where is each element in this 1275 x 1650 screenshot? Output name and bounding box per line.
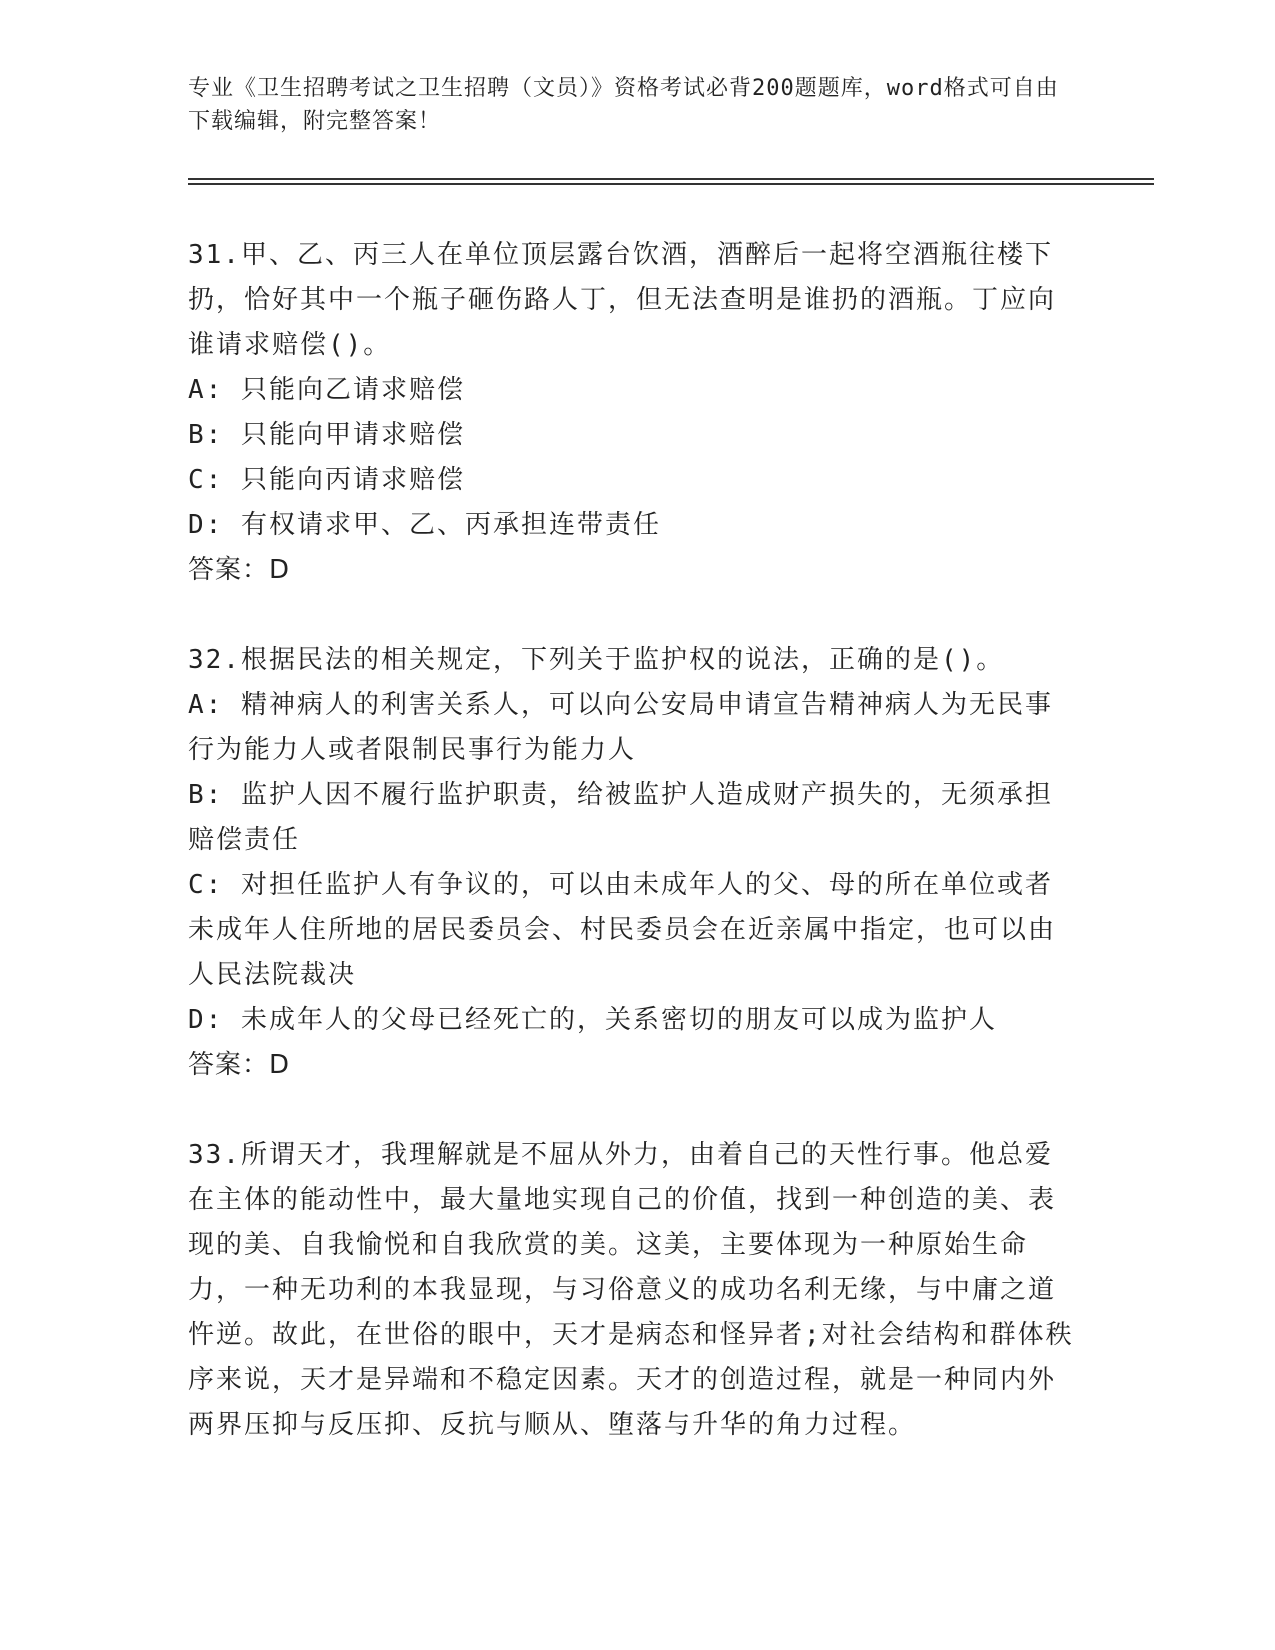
- question-stem: 33.所谓天才，我理解就是不屈从外力，由着自己的天性行事。他总爱在主体的能动性中，最大量地实现自己的价值，找到一种创造的美、表现的美、自我愉悦和自我欣赏的美。这美，主要体现为一种原始生命力，一种无功利的本我显现，与习俗意义的成功名利无缘，与中庸之道忤逆。故此，在世俗的眼中，天才是病态和怪异者;对社会结构和群体秩序来说，天才是异端和不稳定因素。天才的创造过程，就是一种同内外两界压抑与反压抑、反抗与顺从、堕落与升华的角力过程。: [188, 1140, 1074, 1440]
- document-header: 专业《卫生招聘考试之卫生招聘（文员）》资格考试必背200题题库，word格式可自由下载编辑，附完整答案！: [188, 76, 1059, 134]
- question-stem: 31.甲、乙、丙三人在单位顶层露台饮酒，酒醉后一起将空酒瓶往楼下扔，恰好其中一个瓶子砸伤路人丁，但无法查明是谁扔的酒瓶。丁应向谁请求赔偿()。: [188, 240, 1057, 360]
- question-32: [188, 638, 1078, 1088]
- option-c: C: 只能向丙请求赔偿: [188, 465, 465, 495]
- option-b: B: 只能向甲请求赔偿: [188, 420, 465, 450]
- option-a: A: 只能向乙请求赔偿: [188, 375, 465, 405]
- question-list: [188, 233, 1078, 1448]
- header-rule-top: [188, 178, 1154, 180]
- option-b: B: 监护人因不履行监护职责，给被监护人造成财产损失的，无须承担赔偿责任: [188, 780, 1053, 855]
- answer: 答案：D: [188, 555, 291, 585]
- option-a: A: 精神病人的利害关系人，可以向公安局申请宣告精神病人为无民事行为能力人或者限制民事行为能力人: [188, 690, 1053, 765]
- option-d: D: 未成年人的父母已经死亡的，关系密切的朋友可以成为监护人: [188, 1005, 997, 1035]
- option-c: C: 对担任监护人有争议的，可以由未成年人的父、母的所在单位或者未成年人住所地的居民委员会、村民委员会在近亲属中指定，也可以由人民法院裁决: [188, 870, 1057, 990]
- question-33: [188, 1133, 1078, 1448]
- question-stem: 32.根据民法的相关规定，下列关于监护权的说法，正确的是()。: [188, 645, 1005, 675]
- answer: 答案：D: [188, 1050, 291, 1080]
- question-31: [188, 233, 1078, 593]
- option-d: D: 有权请求甲、乙、丙承担连带责任: [188, 510, 661, 540]
- header-rule-bottom: [188, 183, 1154, 185]
